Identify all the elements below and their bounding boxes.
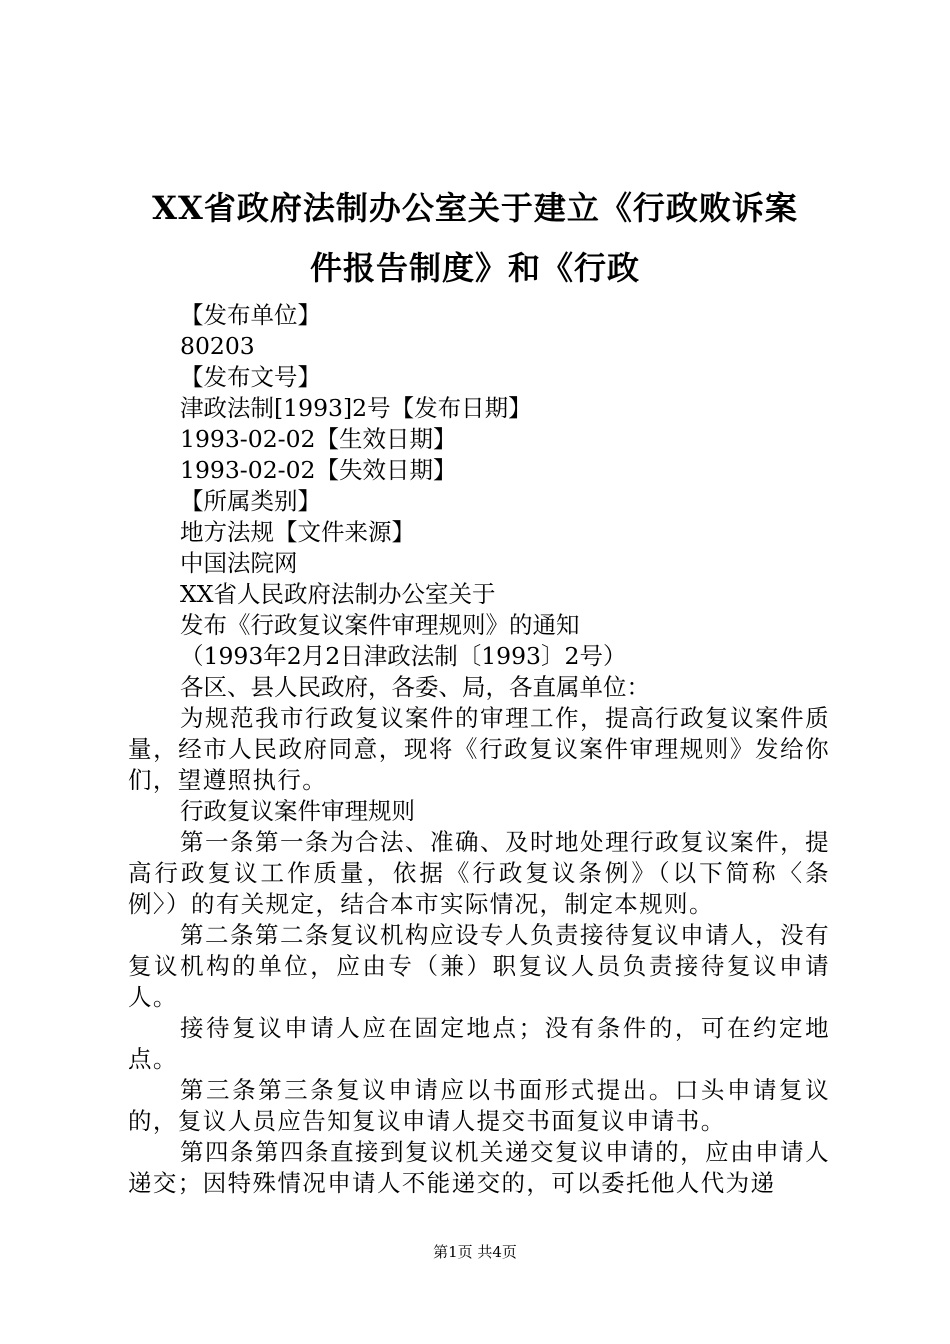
meta-line: （1993年2月2日津政法制〔1993〕2号）	[180, 642, 627, 670]
meta-line: 1993-02-02【生效日期】	[180, 425, 457, 453]
article-paragraph: 第二条第二条复议机构应设专人负责接待复议申请人，没有复议机构的单位，应由专（兼）职复议人员负责接待复议申请人。	[128, 921, 830, 1011]
page-footer: 第1页 共4页	[433, 1243, 517, 1261]
article-paragraph: 第一条第一条为合法、准确、及时地处理行政复议案件，提高行政复议工作质量，依据《行政复议条例》（以下简称〈条例〉）的有关规定，结合本市实际情况，制定本规则。	[128, 828, 830, 918]
meta-line: 80203	[180, 332, 255, 360]
meta-line: 发布《行政复议案件审理规则》的通知	[180, 611, 580, 639]
meta-line: 【发布单位】	[180, 301, 321, 329]
meta-line: 津政法制[1993]2号【发布日期】	[180, 394, 532, 422]
document-title-line-2: 件报告制度》和《行政	[309, 249, 640, 287]
article-paragraph: 接待复议申请人应在固定地点；没有条件的，可在约定地点。	[128, 1014, 830, 1073]
article-paragraph: 第三条第三条复议申请应以书面形式提出。口头申请复议的，复议人员应告知复议申请人提交书面复议申请书。	[128, 1076, 830, 1135]
meta-line: 【发布文号】	[180, 363, 321, 391]
meta-line: 1993-02-02【失效日期】	[180, 456, 457, 484]
document-body	[128, 300, 830, 1199]
rules-heading: 行政复议案件审理规则	[180, 797, 415, 825]
addressee-line: 各区、县人民政府，各委、局，各直属单位：	[180, 673, 650, 701]
meta-line: 【所属类别】	[180, 487, 321, 515]
intro-paragraph: 为规范我市行政复议案件的审理工作，提高行政复议案件质量，经市人民政府同意，现将《行政复议案件审理规则》发给你们，望遵照执行。	[128, 704, 830, 794]
meta-line: XX省人民政府法制办公室关于	[180, 580, 496, 608]
meta-line: 地方法规【文件来源】	[180, 518, 415, 546]
meta-line: 中国法院网	[180, 549, 298, 577]
article-paragraph: 第四条第四条直接到复议机关递交复议申请的，应由申请人递交；因特殊情况申请人不能递交的，可以委托他人代为递	[128, 1138, 830, 1197]
document-title-line-1: XX省政府法制办公室关于建立《行政败诉案	[152, 189, 798, 227]
